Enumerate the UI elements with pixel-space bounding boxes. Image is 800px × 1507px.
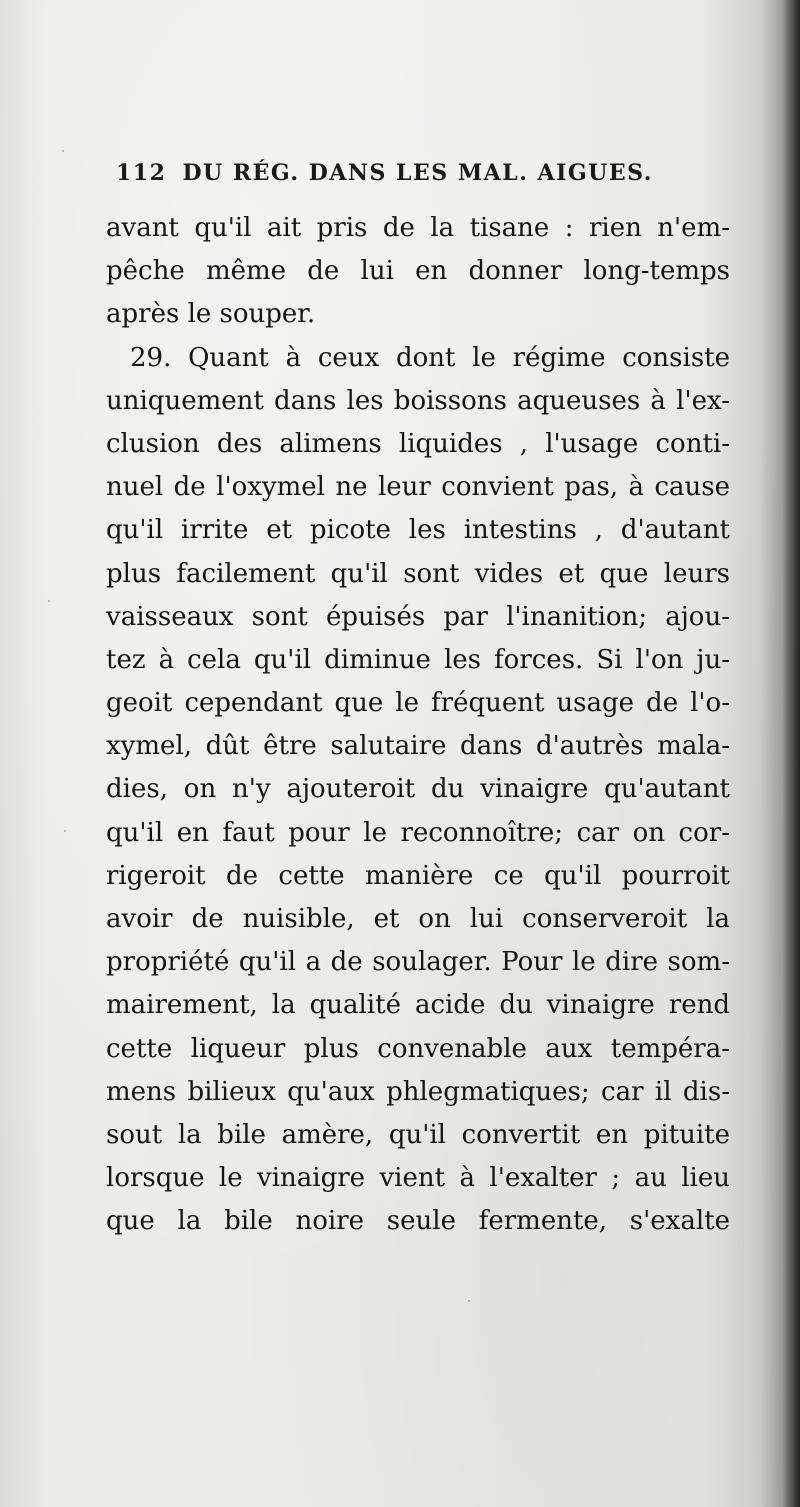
text-line: clusion des alimens liquides , l'usage conti- [106,428,730,459]
paper-speck [64,830,66,832]
text-line: cette liqueur plus convenable aux tempéra- [106,1033,730,1064]
running-title: DU RÉG. DANS LES MAL. AIGUES. [182,160,653,186]
page-edge-shadow [782,0,800,1507]
text-line: lorsque le vinaigre vient à l'exalter ; au lieu [106,1163,730,1194]
text-line: geoit cependant que le fréquent usage de l'o- [106,688,730,719]
text-line: sout la bile amère, qu'il convertit en pituite [106,1119,730,1150]
text-line: après le souper. [106,299,316,330]
text-line: rigeroit de cette manière ce qu'il pourroit [106,860,730,891]
text-line: qu'il irrite et picote les intestins , d'autant [106,515,730,546]
text-line: pêche même de lui en donner long-temps [106,256,730,287]
paper-speck [48,600,50,602]
paragraph-start-line: 29. Quant à ceux dont le régime consiste [130,342,730,373]
text-line: propriété qu'il a de soulager. Pour le dire som- [106,947,730,978]
paper-speck [468,1300,470,1302]
text-line: vaisseaux sont épuisés par l'inanition; ajou- [106,601,730,632]
text-line: mens bilieux qu'aux phlegmatiques; car il dis- [106,1076,730,1107]
text-line: xymel, dût être salutaire dans d'autrès mala- [106,731,730,762]
text-line: uniquement dans les boissons aqueuses à l'ex- [106,385,730,416]
text-line: plus facilement qu'il sont vides et que leurs [106,558,730,589]
running-header [116,160,716,196]
body-text [106,207,730,1244]
page-number: 112 [116,160,167,186]
text-line: mairement, la qualité acide du vinaigre rend [106,990,730,1021]
text-line: dies, on n'y ajouteroit du vinaigre qu'autant [106,774,730,805]
text-line: avoir de nuisible, et on lui conserveroit la [106,904,730,934]
text-line: nuel de l'oxymel ne leur convient pas, à cause [106,472,730,503]
text-line: tez à cela qu'il diminue les forces. Si l'on ju- [106,644,730,675]
text-line: que la bile noire seule fermente, s'exalte [106,1206,730,1237]
text-line: avant qu'il ait pris de la tisane : rien n'em- [106,213,730,243]
text-line: qu'il en faut pour le reconnoître; car on cor- [106,817,730,848]
paper-speck [62,150,64,152]
